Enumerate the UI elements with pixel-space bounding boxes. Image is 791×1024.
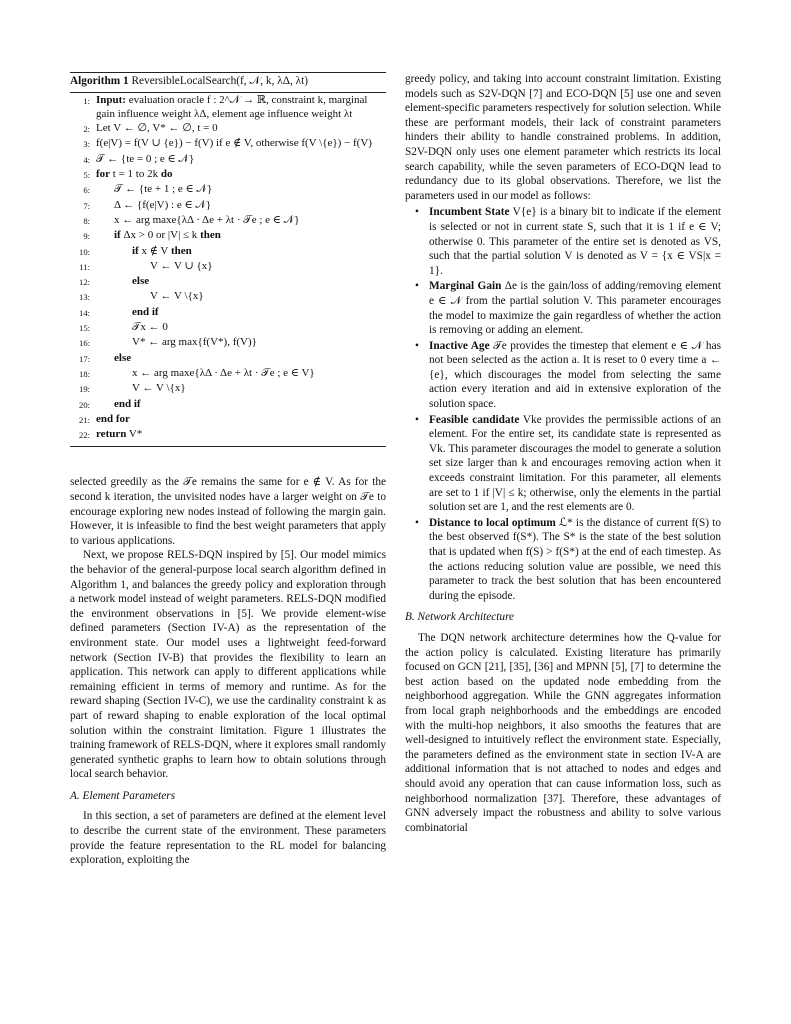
algorithm-line — [70, 93, 386, 122]
line-number: 1: — [83, 95, 90, 106]
algorithm-line — [70, 305, 386, 320]
list-item: • Distance to local optimum ℒ* is the distance of current f(S) to the best observed f(S*). The S* is the state of the best solution that is updated when f(S) > f(S*) at the end of each timestep. As the actions reducing solution value are possible, we need this parameter to track the best solution that has been encountered during the episode. — [415, 516, 721, 602]
right-paragraph-2: The DQN network architecture determines how the Q-value for the action policy is calculated. Existing literature has primarily focused on GCN [21], [35], [36] and MPNN [5], [7] to determine the best action based on the updated node embedding from the neighborhood aggregation. While the GNN aggregates information from local graph neighborhoods and the embeddings are encoded with the multi-hop neighbors, it also smooths the features that are well-designed to intuitively reflect the environment state. Especially, the parameters defined as the environment state in section IV-A are additional information that is not attached to nodes and edges and should avoid any operation that can cause information loss, such as neighborhood normalization [37]. Therefore, these advantages of GNN adversely impact the robustness and ability to solve various combinatorial — [405, 631, 721, 834]
line-text: V* ← arg max{f(V*), f(V)} — [132, 336, 257, 349]
line-text: if Δx > 0 or |V| ≤ k then — [114, 229, 221, 242]
left-paragraph-1: selected greedily as the 𝒯e remains the same for e ∉ V. As for the second k iteration, the unvisited nodes have a larger weight on 𝒯e to encourage exploring new nodes instead of following the margin gain. However, it is infeasible to find the best weight parameters that apply to various applications. — [70, 476, 386, 547]
line-text: Let V ← ∅, V* ← ∅, t = 0 — [96, 122, 218, 135]
line-number: 11: — [79, 261, 90, 272]
line-number: 17: — [79, 353, 90, 364]
line-number: 21: — [79, 414, 90, 425]
line-text: V ← V ∪ {x} — [150, 259, 213, 272]
line-number: 3: — [83, 139, 90, 150]
line-text: V ← V \{x} — [150, 290, 204, 303]
line-number: 14: — [79, 307, 90, 318]
bullet-icon: • — [415, 280, 419, 293]
algorithm-line — [70, 397, 386, 412]
line-number: 22: — [79, 430, 90, 441]
algorithm-name: ReversibleLocalSearch(f, 𝒩, k, λΔ, λt) — [131, 75, 308, 87]
algorithm-line — [70, 289, 386, 304]
line-text: V ← V \{x} — [132, 382, 186, 395]
line-number: 7: — [83, 200, 90, 211]
bullet-icon: • — [415, 339, 419, 352]
line-number: 2: — [83, 124, 90, 135]
line-text: Input: evaluation oracle f : 2^𝒩 → ℝ, constraint k, marginal gain influence weight λΔ, element age influence weight λt — [96, 93, 368, 120]
line-text: x ← arg maxe{λΔ · Δe + λt · 𝒯e ; e ∈ V} — [132, 366, 315, 379]
line-text: end if — [132, 305, 159, 318]
algorithm-line — [70, 182, 386, 197]
line-text: end for — [96, 412, 130, 425]
line-text: f(e|V) = f(V ∪ {e}) − f(V) if e ∉ V, otherwise f(V \{e}) − f(V) — [96, 137, 372, 150]
line-text: if x ∉ V then — [132, 244, 192, 257]
line-number: 10: — [79, 246, 90, 257]
line-text: else — [132, 275, 150, 288]
line-number: 8: — [83, 215, 90, 226]
algorithm-line — [70, 167, 386, 182]
line-number: 20: — [79, 399, 90, 410]
list-item: • Incumbent State V{e} is a binary bit to indicate if the element is selected or not in current state S, such that it is 1 if e ∈ V; otherwise 0. This parameter of the entire set is denoted as VS, such that the partial solution V is denoted as V = {x ∈ VS|x = 1}. — [415, 206, 721, 277]
left-paragraph-3: In this section, a set of parameters are defined at the element level to describe the current state of the environment. These parameters provide the feature representation to the RL model for balancing exploration, exploiting the — [70, 810, 386, 867]
line-text: return V* — [96, 428, 143, 441]
line-text: end if — [114, 397, 141, 410]
parameter-list — [405, 205, 721, 603]
line-number: 19: — [79, 384, 90, 395]
line-number: 6: — [83, 185, 90, 196]
list-item: • Feasible candidate Vke provides the permissible actions of an element. For the entire set, its candidate state is represented as Vk. This parameter discourages the model to generate a solution set size larger than k and encourages removing action when it exceeds constraint limitation. For this parameter, all elements are set to 1 if |V| ≤ k; otherwise, only the elements in the partial solution set are 1, and the rest elements are 0. — [415, 413, 722, 514]
algorithm-title — [70, 73, 386, 93]
algorithm-line — [70, 335, 386, 350]
line-number: 18: — [79, 368, 90, 379]
line-text: x ← arg maxe{λΔ · Δe + λt · 𝒯e ; e ∈ 𝒩} — [114, 213, 300, 226]
line-number: 9: — [83, 231, 90, 242]
algorithm-line — [70, 427, 386, 442]
left-column — [70, 72, 386, 868]
algorithm-line — [70, 366, 386, 381]
algorithm-line — [70, 213, 386, 228]
algorithm-line — [70, 381, 386, 396]
line-number: 16: — [79, 338, 90, 349]
bullet-icon: • — [415, 206, 419, 219]
line-number: 4: — [83, 154, 90, 165]
algorithm-line — [70, 136, 386, 151]
line-text: for t = 1 to 2k do — [96, 168, 173, 181]
left-paragraph-2: Next, we propose RELS-DQN inspired by [5]. Our model mimics the behavior of the general-purpose local search algorithm defined in Algorithm 1, and balances the greedy policy and exploration through a network model instead of weight parameters. RELS-DQN modified the environment observations in [5]. We provide element-wise defined parameters (Section IV-A) as the representation of the environment state. Our model uses a lightweight feed-forward network (Section IV-B) that provides the flexibility to learn an application. This network can apply to different applications while remaining efficient in terms of memory and runtime. As for the reward shaping (Section IV-C), we use the cardinality constraint k as part of reward shaping to enable exploration of the local optimal solution within the constraint limitation. Figure 1 illustrates the training framework of RELS-DQN, where it explores small randomly generated synthetic graphs to learn how to obtain solutions through local search behavior. — [70, 549, 386, 781]
list-item: • Marginal Gain Δe is the gain/loss of adding/removing element e ∈ 𝒩 from the partial solution V. This parameter encourages the model to maximize the gain regardless of whether the action is removing or adding an element. — [415, 280, 721, 337]
line-number: 15: — [79, 323, 90, 334]
line-text: else — [114, 351, 132, 364]
line-number: 12: — [79, 277, 90, 288]
line-text: 𝒯x ← 0 — [132, 321, 168, 334]
algorithm-line — [70, 244, 386, 259]
section-heading-b: B. Network Architecture — [405, 611, 515, 624]
line-text: Δ ← {f(e|V) : e ∈ 𝒩} — [114, 198, 212, 211]
algorithm-line — [70, 198, 386, 213]
line-text: 𝒯 ← {te + 1 ; e ∈ 𝒩} — [114, 183, 213, 196]
right-column — [405, 72, 721, 835]
algorithm-line — [70, 320, 386, 335]
list-item: • Inactive Age 𝒯e provides the timestep that element e ∈ 𝒩 has not been selected as the action a. It is reset to 0 every time a ← {e}, which discourages the model from selecting the same action every iteration and aid in extensive exploration of the solution space. — [415, 339, 721, 411]
line-text: 𝒯 ← {te = 0 ; e ∈ 𝒩} — [96, 152, 195, 165]
algorithm-line — [70, 351, 386, 366]
algorithm-lines — [70, 93, 386, 443]
algorithm-line — [70, 274, 386, 289]
algorithm-line — [70, 152, 386, 167]
bullet-icon: • — [415, 413, 419, 426]
algorithm-line — [70, 412, 386, 427]
bullet-icon: • — [415, 516, 419, 529]
algorithm-label: Algorithm 1 — [70, 75, 129, 87]
right-paragraph-1: greedy policy, and taking into account constraint limitation. Existing models such as S2V-DQN [7] and ECO-DQN [5] use one and seven element-specific parameters respectively for solution selection. While these are performant models, their lack of constraint parameters hinders their ability to handle constrained problems. In addition, S2V-DQN only uses one element parameter which restricts its local search capability, while the seven parameters of ECO-DQN lead to redundancy due to its global observations. Therefore, we list the parameters used in our model as follows: — [405, 73, 721, 202]
algorithm-line — [70, 259, 386, 274]
section-heading-a: A. Element Parameters — [70, 789, 176, 802]
line-number: 13: — [79, 292, 90, 303]
line-number: 5: — [83, 170, 90, 181]
algorithm-line — [70, 121, 386, 136]
algorithm-box — [70, 72, 386, 447]
algorithm-line — [70, 228, 386, 243]
